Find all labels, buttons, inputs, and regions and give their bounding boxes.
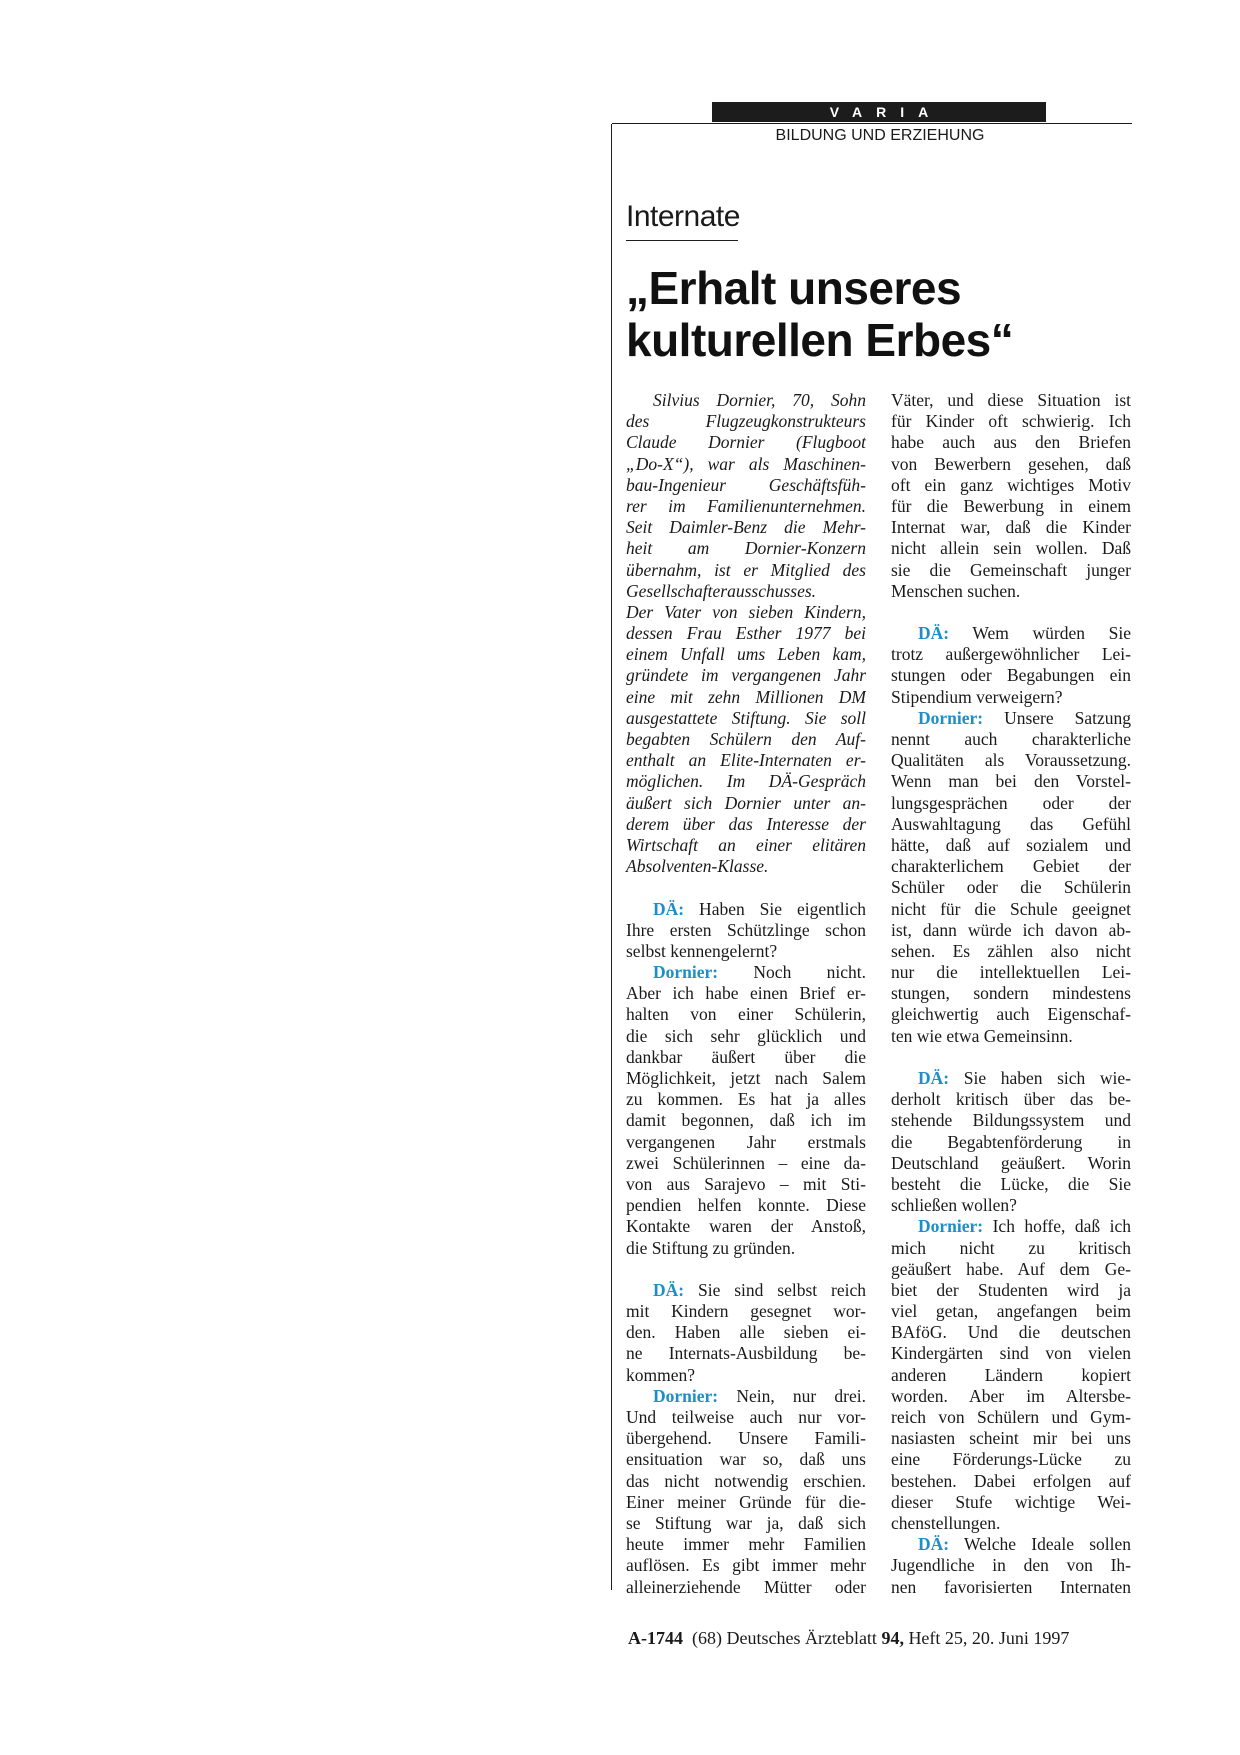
text-line xyxy=(891,962,1131,983)
text-line xyxy=(626,1047,866,1068)
text-line xyxy=(626,729,866,750)
line-text: eine mit zehn Millionen DM xyxy=(626,686,866,707)
line-text: heit am Dornier-Konzern xyxy=(626,538,866,559)
text-line xyxy=(891,1322,1131,1343)
line-text: zu kommen. Es hat ja alles xyxy=(626,1089,866,1110)
text-line xyxy=(891,793,1131,814)
line-text: ist, dann würde ich davon ab- xyxy=(891,919,1131,940)
line-text: Wirtschaft an einer elitären xyxy=(626,834,866,855)
speaker-label: Dornier: xyxy=(653,962,719,983)
article-kicker: Internate xyxy=(626,200,740,233)
text-line xyxy=(626,1322,866,1343)
line-text: nennt auch charakterliche xyxy=(891,729,1131,749)
line-text: halten von einer Schülerin, xyxy=(626,1004,866,1025)
line-text: stungen, sondern mindestens xyxy=(891,983,1131,1004)
text-line xyxy=(626,665,866,686)
line-text: Schüler oder die Schülerin xyxy=(891,877,1131,898)
text-line xyxy=(891,1365,1131,1386)
line-text: dankbar äußert über die xyxy=(626,1046,866,1067)
text-line xyxy=(891,1513,1131,1534)
line-text: Seit Daimler-Benz die Mehr- xyxy=(626,517,866,538)
text-line xyxy=(626,517,866,538)
text-line xyxy=(891,814,1131,835)
page-footer xyxy=(628,1628,1128,1649)
line-text: gleichwertig auch Eigenschaf- xyxy=(891,1004,1131,1025)
text-line xyxy=(626,793,866,814)
text-line xyxy=(626,771,866,792)
line-text: begabten Schülern den Auf- xyxy=(626,729,866,749)
speaker-label: DÄ: xyxy=(918,1068,950,1088)
text-line xyxy=(626,1301,866,1322)
text-line xyxy=(626,941,866,962)
line-text: se Stiftung war ja, daß sich xyxy=(626,1512,866,1533)
text-line xyxy=(626,983,866,1004)
speaker-label: DÄ: xyxy=(653,898,685,919)
text-line xyxy=(891,644,1131,665)
line-text: Qualitäten als Voraussetzung. xyxy=(891,750,1131,771)
text-line xyxy=(626,1132,866,1153)
line-text: Jugendliche in den von Ih- xyxy=(891,1555,1131,1576)
line-text: habe auch aus den Briefen xyxy=(891,432,1131,453)
line-text: heute immer mehr Familien xyxy=(626,1534,866,1555)
line-text: oft ein ganz wichtiges Motiv xyxy=(891,474,1131,495)
line-text: Gesellschafterausschusses. xyxy=(626,580,817,601)
text-line xyxy=(626,1195,866,1216)
speaker-label: Dornier: xyxy=(653,1385,719,1406)
line-text: Der Vater von sieben Kindern, xyxy=(626,601,866,622)
text-line xyxy=(891,1449,1131,1470)
text-line xyxy=(626,1026,866,1047)
line-text: das nicht notwendig erschien. xyxy=(626,1470,866,1491)
line-text: nicht allein sein wollen. Daß xyxy=(891,538,1131,559)
line-text: charakterlichem Gebiet der xyxy=(891,856,1131,877)
line-text: für Kinder oft schwierig. Ich xyxy=(891,411,1131,432)
line-text: hätte, daß auf sozialem und xyxy=(891,834,1131,855)
line-text: ten wie etwa Gemeinsinn. xyxy=(891,1025,1073,1046)
text-line xyxy=(891,1110,1131,1131)
line-text: Möglichkeit, jetzt nach Salem xyxy=(626,1068,866,1088)
line-text: damit begonnen, daß ich im xyxy=(626,1110,866,1131)
text-line xyxy=(891,517,1131,538)
text-line xyxy=(626,496,866,517)
section-rule xyxy=(612,123,1132,124)
text-line xyxy=(891,1555,1131,1576)
text-line xyxy=(891,920,1131,941)
text-line xyxy=(891,1068,1131,1089)
text-line xyxy=(626,1238,866,1259)
text-line xyxy=(891,560,1131,581)
line-text: von Bewerbern gesehen, daß xyxy=(891,453,1131,474)
text-line xyxy=(626,1365,866,1386)
line-text: Väter, und diese Situation ist xyxy=(891,390,1131,410)
text-line xyxy=(891,1386,1131,1407)
text-line xyxy=(626,1216,866,1237)
text-line xyxy=(891,899,1131,920)
text-line xyxy=(891,1492,1131,1513)
speaker-label: DÄ: xyxy=(653,1279,685,1300)
text-line xyxy=(626,1343,866,1364)
line-text: nur die intellektuellen Lei- xyxy=(891,962,1131,983)
line-text: kommen? xyxy=(626,1364,696,1385)
text-line xyxy=(891,1174,1131,1195)
line-text: rer im Familienunternehmen. xyxy=(626,495,866,516)
text-line xyxy=(891,623,1131,644)
line-text: den. Haben alle sieben ei- xyxy=(626,1322,866,1343)
line-text: äußert sich Dornier unter an- xyxy=(626,792,866,813)
text-column-right xyxy=(891,390,1131,1598)
line-text: Ihre ersten Schützlinge schon xyxy=(626,919,866,940)
line-text: Silvius Dornier, 70, Sohn xyxy=(653,390,866,410)
line-text: Stipendium verweigern? xyxy=(891,686,1063,707)
paragraph-gap xyxy=(626,1259,866,1280)
line-text: Wem würden Sie xyxy=(949,623,1131,644)
line-text: BAföG. Und die deutschen xyxy=(891,1322,1131,1343)
line-text: nen favorisierten Internaten xyxy=(891,1576,1131,1597)
line-text: lungsgesprächen oder der xyxy=(891,792,1131,813)
line-text: Sie haben sich wie- xyxy=(949,1068,1131,1088)
line-text: gründete im vergangenen Jahr xyxy=(626,665,866,686)
text-line xyxy=(891,941,1131,962)
section-subtitle: BILDUNG UND ERZIEHUNG xyxy=(775,127,985,144)
text-line xyxy=(626,432,866,453)
line-text: die Begabtenförderung in xyxy=(891,1131,1131,1152)
line-text: sie die Gemeinschaft junger xyxy=(891,559,1131,580)
text-line xyxy=(626,1174,866,1195)
text-line xyxy=(891,475,1131,496)
line-text: nasiasten scheint mir bei uns xyxy=(891,1428,1131,1449)
line-text: Claude Dornier (Flugboot xyxy=(626,432,866,453)
headline-line-1: „Erhalt unseres xyxy=(626,262,962,314)
text-line xyxy=(891,771,1131,792)
line-text: sehen. Es zählen also nicht xyxy=(891,940,1131,961)
line-text: Auswahltagung das Gefühl xyxy=(891,813,1131,834)
line-text: für die Bewerbung in einem xyxy=(891,495,1131,516)
line-text: Einer meiner Gründe für die- xyxy=(626,1491,866,1512)
text-line xyxy=(626,1555,866,1576)
line-text: geäußert habe. Auf dem Ge- xyxy=(891,1258,1131,1279)
text-line xyxy=(626,1492,866,1513)
line-text: mit Kindern gesegnet wor- xyxy=(626,1301,866,1322)
text-line xyxy=(626,644,866,665)
text-line xyxy=(626,1386,866,1407)
text-line xyxy=(626,1534,866,1555)
line-text: bau-Ingenieur Geschäftsfüh- xyxy=(626,474,866,495)
speaker-label: Dornier: xyxy=(918,707,984,728)
text-line xyxy=(626,475,866,496)
speaker-label: DÄ: xyxy=(918,623,950,644)
text-line xyxy=(891,432,1131,453)
line-text: Menschen suchen. xyxy=(891,580,1021,601)
text-line xyxy=(891,411,1131,432)
line-text: die Stiftung zu gründen. xyxy=(626,1237,796,1258)
line-text: Aber ich habe einen Brief er- xyxy=(626,983,866,1004)
text-line xyxy=(891,665,1131,686)
line-text: ausgestattete Stiftung. Sie soll xyxy=(626,707,866,728)
line-text: viel getan, angefangen beim xyxy=(891,1301,1131,1322)
text-line xyxy=(891,983,1131,1004)
text-line xyxy=(626,1407,866,1428)
line-text: Sie sind selbst reich xyxy=(684,1279,866,1300)
text-line xyxy=(891,581,1131,602)
text-line xyxy=(626,1004,866,1025)
text-line xyxy=(891,1132,1131,1153)
line-text: bestehen. Dabei erfolgen auf xyxy=(891,1470,1131,1491)
line-text: vergangenen Jahr erstmals xyxy=(626,1131,866,1152)
line-text: trotz außergewöhnlicher Lei- xyxy=(891,644,1131,665)
line-text: möglichen. Im DÄ-Gespräch xyxy=(626,771,866,792)
line-text: von aus Sarajevo – mit Sti- xyxy=(626,1173,866,1194)
text-line xyxy=(891,1343,1131,1364)
text-line xyxy=(891,1216,1131,1237)
text-line xyxy=(891,390,1131,411)
line-text: die sich sehr glücklich und xyxy=(626,1025,866,1046)
line-text: selbst kennengelernt? xyxy=(626,940,778,961)
column-rule xyxy=(611,124,612,1590)
text-line xyxy=(626,1428,866,1449)
text-line xyxy=(626,1513,866,1534)
text-line xyxy=(626,411,866,432)
paragraph-gap xyxy=(626,877,866,898)
text-line xyxy=(891,1407,1131,1428)
line-text: Nein, nur drei. xyxy=(718,1385,866,1406)
line-text: derem über das Interesse der xyxy=(626,813,866,834)
text-line xyxy=(891,1089,1131,1110)
line-text: Kindergärten sind von vielen xyxy=(891,1343,1131,1364)
line-text: Absolventen-Klasse. xyxy=(626,856,769,877)
line-text: pendien helfen konnte. Diese xyxy=(626,1195,866,1216)
speaker-label: Dornier: xyxy=(918,1216,984,1237)
text-line xyxy=(626,1110,866,1131)
line-text: dessen Frau Esther 1977 bei xyxy=(626,623,866,644)
text-line xyxy=(626,1280,866,1301)
text-line xyxy=(626,390,866,411)
text-line xyxy=(626,602,866,623)
line-text: Und teilweise auch nur vor- xyxy=(626,1407,866,1427)
text-line xyxy=(891,877,1131,898)
text-line xyxy=(891,496,1131,517)
text-line xyxy=(626,899,866,920)
text-line xyxy=(626,687,866,708)
text-line xyxy=(626,814,866,835)
text-line xyxy=(891,1153,1131,1174)
line-text: derholt kritisch über das be- xyxy=(891,1089,1131,1110)
text-line xyxy=(626,1471,866,1492)
text-line xyxy=(626,920,866,941)
line-text: zwei Schülerinnen – eine da- xyxy=(626,1152,866,1173)
line-text: stungen oder Begabungen ein xyxy=(891,665,1131,686)
line-text: stehende Bildungssystem und xyxy=(891,1110,1131,1131)
text-line xyxy=(891,1004,1131,1025)
text-line xyxy=(891,1577,1131,1598)
line-text: schließen wollen? xyxy=(891,1195,1017,1216)
line-text: nicht für die Schule geeignet xyxy=(891,898,1131,919)
text-line xyxy=(626,835,866,856)
headline-line-2: kulturellen Erbes“ xyxy=(626,314,1014,366)
section-bar: VARIA xyxy=(712,102,1046,122)
line-text: Wenn man bei den Vorstel- xyxy=(891,771,1131,792)
line-text: Haben Sie eigentlich xyxy=(684,898,866,919)
text-line xyxy=(891,1026,1131,1047)
line-text: des Flugzeugkonstrukteurs xyxy=(626,411,866,432)
text-line xyxy=(891,1534,1131,1555)
line-text: besteht die Lücke, die Sie xyxy=(891,1173,1131,1194)
line-text: reich von Schülern und Gym- xyxy=(891,1407,1131,1427)
text-line xyxy=(891,729,1131,750)
text-line xyxy=(891,835,1131,856)
text-line xyxy=(891,1428,1131,1449)
text-line xyxy=(891,1238,1131,1259)
line-text: „Do-X“), war als Maschinen- xyxy=(626,453,866,474)
line-text: Unsere Satzung xyxy=(983,707,1131,728)
footer-volume: 94, xyxy=(881,1628,904,1648)
text-line xyxy=(626,1089,866,1110)
line-text: übergehend. Unsere Famili- xyxy=(626,1428,866,1449)
line-text: worden. Aber im Altersbe- xyxy=(891,1385,1131,1406)
text-line xyxy=(626,1068,866,1089)
line-text: alleinerziehende Mütter oder xyxy=(626,1576,866,1597)
text-line xyxy=(626,1577,866,1598)
line-text: einem Unfall ums Leben kam, xyxy=(626,644,866,665)
text-column-left xyxy=(626,390,866,1598)
text-line xyxy=(891,1301,1131,1322)
footer-journal: (68) Deutsches Ärzteblatt xyxy=(692,1628,877,1648)
text-line xyxy=(626,560,866,581)
line-text: biet der Studenten wird ja xyxy=(891,1279,1131,1300)
line-text: ensituation war so, daß uns xyxy=(626,1449,866,1470)
line-text: chenstellungen. xyxy=(891,1512,1001,1533)
text-line xyxy=(626,581,866,602)
text-line xyxy=(626,538,866,559)
article-headline xyxy=(626,262,1126,366)
line-text: eine Förderungs-Lücke zu xyxy=(891,1449,1131,1470)
text-line xyxy=(891,454,1131,475)
text-line xyxy=(891,750,1131,771)
line-text: auflösen. Es gibt immer mehr xyxy=(626,1555,866,1576)
text-line xyxy=(626,750,866,771)
text-line xyxy=(891,708,1131,729)
footer-issue: Heft 25, 20. Juni 1997 xyxy=(908,1628,1070,1648)
text-line xyxy=(626,623,866,644)
line-text: dieser Stufe wichtige Wei- xyxy=(891,1491,1131,1512)
text-line xyxy=(891,538,1131,559)
line-text: enthalt an Elite-Internaten er- xyxy=(626,750,866,771)
text-line xyxy=(891,1259,1131,1280)
line-text: mich nicht zu kritisch xyxy=(891,1237,1131,1258)
text-line xyxy=(891,687,1131,708)
paragraph-gap xyxy=(891,1047,1131,1068)
line-text: ne Internats-Ausbildung be- xyxy=(626,1343,866,1364)
kicker-underline xyxy=(626,240,738,241)
line-text: Ich hoffe, daß ich xyxy=(983,1216,1131,1237)
text-line xyxy=(891,1195,1131,1216)
footer-page-code: A-1744 xyxy=(628,1628,683,1648)
text-line xyxy=(626,1153,866,1174)
text-line xyxy=(626,856,866,877)
text-line xyxy=(626,1449,866,1470)
line-text: Kontakte waren der Anstoß, xyxy=(626,1216,866,1237)
text-line xyxy=(891,1471,1131,1492)
text-line xyxy=(891,1280,1131,1301)
line-text: übernahm, ist er Mitglied des xyxy=(626,559,866,580)
line-text: anderen Ländern kopiert xyxy=(891,1364,1131,1385)
text-line xyxy=(626,454,866,475)
line-text: Welche Ideale sollen xyxy=(949,1534,1131,1555)
text-line xyxy=(891,856,1131,877)
line-text: Noch nicht. xyxy=(718,962,866,983)
line-text: Deutschland geäußert. Worin xyxy=(891,1152,1131,1173)
paragraph-gap xyxy=(891,602,1131,623)
line-text: Internat war, daß die Kinder xyxy=(891,517,1131,538)
text-line xyxy=(626,708,866,729)
speaker-label: DÄ: xyxy=(918,1534,950,1555)
text-line xyxy=(626,962,866,983)
